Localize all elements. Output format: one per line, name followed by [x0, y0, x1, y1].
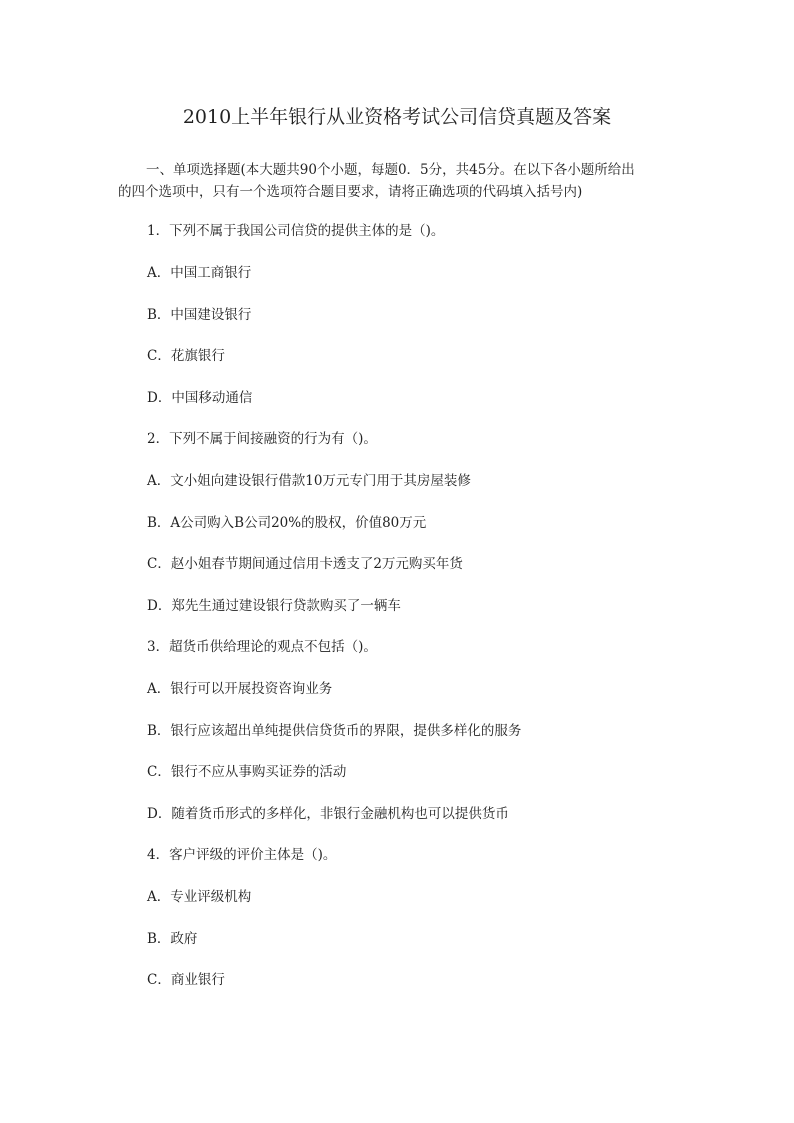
question-3-option-b: B．银行应该超出单纯提供信贷货币的界限，提供多样化的服务: [147, 723, 522, 739]
question-4-option-b: B．政府: [147, 931, 198, 947]
question-4: 4．客户评级的评价主体是（)。: [147, 847, 337, 863]
question-4-option-c: C．商业银行: [147, 972, 225, 988]
question-2-option-d: D．郑先生通过建设银行贷款购买了一辆车: [147, 598, 401, 614]
question-2: 2．下列不属于间接融资的行为有（)。: [147, 431, 377, 447]
question-1-option-c: C．花旗银行: [147, 348, 225, 364]
question-1-option-d: D．中国移动通信: [147, 390, 253, 406]
question-3-option-c: C．银行不应从事购买证券的活动: [147, 764, 347, 780]
question-4-option-a: A．专业评级机构: [147, 889, 252, 905]
question-3: 3．超货币供给理论的观点不包括（)。: [147, 639, 377, 655]
question-3-option-a: A．银行可以开展投资咨询业务: [147, 681, 333, 697]
question-1-option-b: B．中国建设银行: [147, 307, 252, 323]
question-2-option-c: C．赵小姐春节期间通过信用卡透支了2万元购买年货: [147, 556, 463, 572]
section-intro: [118, 159, 678, 203]
question-1-option-a: A．中国工商银行: [147, 265, 252, 281]
document-title: 2010上半年银行从业资格考试公司信贷真题及答案: [182, 106, 612, 128]
intro-line-1: 一、单项选择题(本大题共90个小题，每题0．5分，共45分。在以下各小题所给出: [146, 162, 635, 178]
question-2-option-b: B．A公司购入B公司20%的股权，价值80万元: [147, 515, 427, 531]
question-3-option-d: D．随着货币形式的多样化，非银行金融机构也可以提供货币: [147, 806, 509, 822]
question-1: 1．下列不属于我国公司信贷的提供主体的是（)。: [147, 223, 445, 239]
question-2-option-a: A．文小姐向建设银行借款10万元专门用于其房屋装修: [147, 473, 471, 489]
intro-line-2: 的四个选项中，只有一个选项符合题目要求，请将正确选项的代码填入括号内): [118, 184, 583, 200]
